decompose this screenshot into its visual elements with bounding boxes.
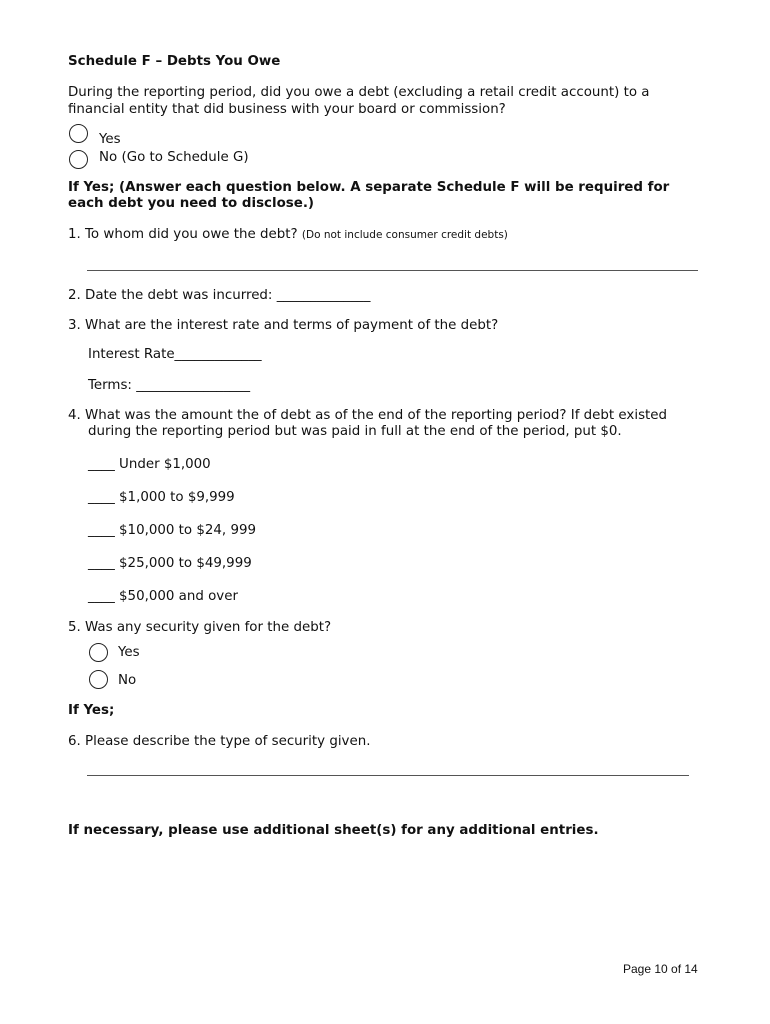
q0-yes-label: Yes (99, 132, 121, 147)
question-6: 6. Please describe the type of security given. (68, 734, 371, 749)
question-1-answer-line[interactable] (87, 270, 698, 271)
q4-option-under-1000: ____ Under $1,000 (88, 457, 211, 472)
schedule-title: Schedule F – Debts You Owe (68, 54, 281, 69)
q5-no-radio[interactable] (89, 670, 108, 689)
question-1-note: (Do not include consumer credit debts) (301, 229, 508, 241)
question-6-answer-line[interactable] (87, 775, 689, 776)
q4-option-50000-over: ____ $50,000 and over (88, 589, 238, 604)
intro-text-line-1: During the reporting period, did you owe a debt (excluding a retail credit account) to a (68, 85, 650, 100)
q5-no-label: No (118, 673, 137, 688)
q4-option-1000-9999: ____ $1,000 to $9,999 (88, 490, 235, 505)
q0-no-radio[interactable] (69, 150, 88, 169)
interest-rate-field: Interest Rate_____________ (88, 347, 262, 362)
question-4-line-1: 4. What was the amount the of debt as of the end of the reporting period? If debt existed (68, 408, 668, 423)
intro-text-line-2: financial entity that did business with your board or commission? (68, 102, 506, 117)
terms-field: Terms: _________________ (88, 378, 251, 393)
if-yes-instruction-line-1: If Yes; (Answer each question below. A separate Schedule F will be required for (68, 180, 670, 195)
q0-no-label: No (Go to Schedule G) (99, 150, 249, 165)
page-number: Page 10 of 14 (623, 962, 698, 976)
question-4-line-2: during the reporting period but was paid in full at the end of the period, put $0. (88, 424, 622, 439)
if-yes-heading: If Yes; (68, 703, 115, 718)
q4-option-10000-24999: ____ $10,000 to $24, 999 (88, 523, 256, 538)
q5-yes-radio[interactable] (89, 643, 108, 662)
q0-yes-radio[interactable] (69, 124, 88, 143)
question-5: 5. Was any security given for the debt? (68, 620, 332, 635)
if-yes-instruction-line-2: each debt you need to disclose.) (68, 196, 315, 211)
question-2: 2. Date the debt was incurred: ______________ (68, 288, 371, 303)
closing-note: If necessary, please use additional sheet(s) for any additional entries. (68, 823, 599, 838)
question-1 (68, 227, 508, 242)
q5-yes-label: Yes (118, 645, 140, 660)
question-3: 3. What are the interest rate and terms of payment of the debt? (68, 318, 499, 333)
question-1-text: 1. To whom did you owe the debt? (68, 227, 302, 242)
q4-option-25000-49999: ____ $25,000 to $49,999 (88, 556, 252, 571)
